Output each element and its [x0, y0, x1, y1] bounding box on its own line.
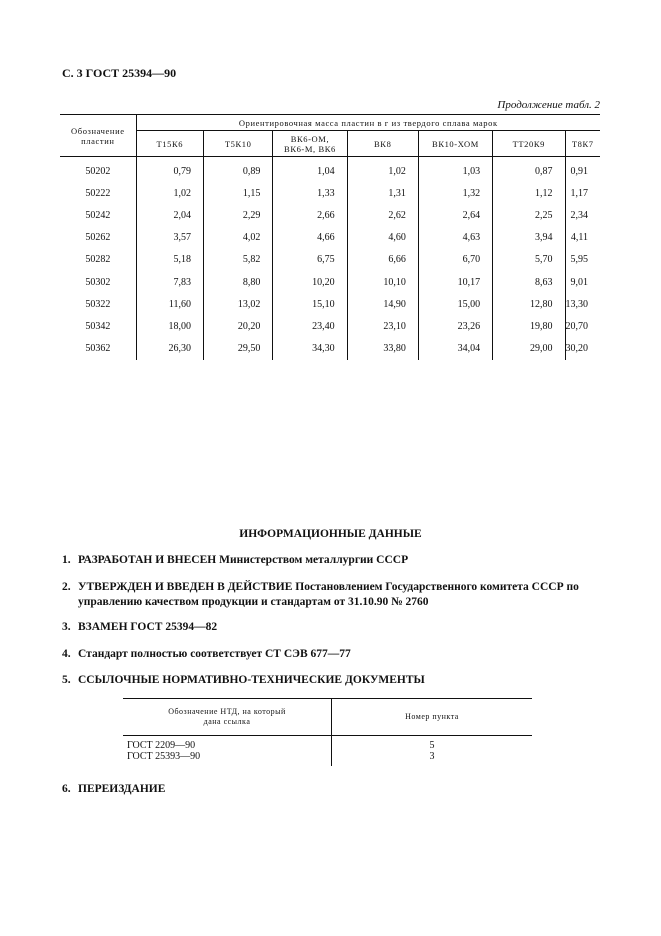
table-cell: 2,34 — [565, 204, 600, 226]
table-cell: 29,50 — [204, 338, 273, 360]
table-cell: 13,02 — [204, 293, 273, 315]
table-row — [123, 751, 532, 766]
col-header-vk8: ВК8 — [347, 131, 418, 157]
table-row — [60, 249, 600, 271]
refs-header-document — [123, 699, 332, 736]
col-header-vk6-line2: ВК6-М, ВК6 — [284, 143, 336, 154]
table-cell: 23,40 — [273, 315, 347, 337]
table-cell: 15,10 — [273, 293, 347, 315]
table-cell: 8,80 — [204, 271, 273, 293]
table-cell: 50302 — [85, 276, 111, 288]
table-cell: 1,17 — [565, 182, 600, 204]
table-cell: 14,90 — [347, 293, 418, 315]
table-continuation-label: Продолжение табл. 2 — [497, 99, 600, 111]
table-cell: 50262 — [85, 232, 111, 244]
table-cell: 2,25 — [493, 204, 565, 226]
refs-header-point: Номер пункта — [332, 699, 533, 736]
item-text: ВЗАМЕН ГОСТ 25394—82 — [78, 621, 218, 633]
table-cell: 33,80 — [347, 338, 418, 360]
table-cell: 11,60 — [136, 293, 203, 315]
table-cell: 1,15 — [204, 182, 273, 204]
table-cell: 0,79 — [136, 157, 203, 183]
table-cell: 50362 — [85, 343, 111, 355]
refs-point: 5 — [332, 740, 533, 751]
col-header-vk6-line1: ВК6-ОМ, — [290, 133, 330, 144]
table-cell: 5,70 — [493, 249, 565, 271]
table-cell: 2,62 — [347, 204, 418, 226]
table-cell: 1,03 — [418, 157, 492, 183]
table-cell: 50202 — [85, 165, 111, 177]
table-cell: 8,63 — [493, 271, 565, 293]
table-cell: 4,63 — [418, 227, 492, 249]
item-text-line2: управлению качеством продукции и стандартам от 31.10.90 № 2760 — [78, 596, 429, 608]
table-row — [60, 271, 600, 293]
table-cell: 23,10 — [347, 315, 418, 337]
table-cell: 50342 — [85, 320, 111, 332]
table-cell: 20,70 — [565, 315, 600, 337]
table-row — [60, 204, 600, 226]
item-text-line1: УТВЕРЖДЕН И ВВЕДЕН В ДЕЙСТВИЕ Постановлением Государственного комитета СССР по — [78, 581, 579, 593]
table-row — [60, 315, 600, 337]
col-header-t8k7: Т8К7 — [565, 131, 600, 157]
row-header — [60, 115, 136, 157]
col-header-t5k10: Т5К10 — [204, 131, 273, 157]
col-header-t15k6: Т15К6 — [136, 131, 203, 157]
table-cell: 19,80 — [493, 315, 565, 337]
col-header-vk6 — [273, 131, 347, 157]
table-cell: 2,04 — [136, 204, 203, 226]
table-cell: 2,66 — [273, 204, 347, 226]
table-cell: 6,66 — [347, 249, 418, 271]
info-section-title: ИНФОРМАЦИОННЫЕ ДАННЫЕ — [239, 528, 422, 540]
table-cell: 34,30 — [273, 338, 347, 360]
info-item-4 — [62, 647, 602, 662]
table-cell: 12,80 — [493, 293, 565, 315]
item-number: 2. — [62, 581, 71, 593]
table-cell: 30,20 — [565, 338, 600, 360]
refs-header-document-line1: Обозначение НТД, на который — [168, 707, 286, 716]
col-header-tt20k9: ТТ20К9 — [493, 131, 565, 157]
table-row — [60, 157, 600, 183]
item-text: ПЕРЕИЗДАНИЕ — [78, 783, 166, 795]
refs-header-document-line2: дана ссылка — [203, 717, 251, 726]
table-row — [60, 338, 600, 360]
row-header-line2: пластин — [81, 135, 115, 146]
table-cell: 6,75 — [273, 249, 347, 271]
table-cell: 5,82 — [204, 249, 273, 271]
table-cell: 50242 — [85, 209, 111, 221]
table-cell: 10,20 — [273, 271, 347, 293]
item-number: 3. — [62, 621, 71, 633]
item-number: 1. — [62, 554, 71, 566]
table-cell: 0,87 — [493, 157, 565, 183]
table-cell: 13,30 — [565, 293, 600, 315]
table-cell: 50222 — [85, 187, 111, 199]
table-cell: 15,00 — [418, 293, 492, 315]
info-item-3 — [62, 620, 602, 635]
table-cell: 1,32 — [418, 182, 492, 204]
table-cell: 4,02 — [204, 227, 273, 249]
table-cell: 50282 — [85, 254, 111, 266]
item-text: Стандарт полностью соответствует СТ СЭВ 677—77 — [78, 648, 351, 660]
refs-doc: ГОСТ 2209—90 — [127, 740, 196, 751]
table-cell: 7,83 — [136, 271, 203, 293]
table-cell: 0,89 — [204, 157, 273, 183]
info-item-2 — [62, 580, 602, 610]
refs-doc: ГОСТ 25393—90 — [127, 751, 201, 762]
table-row — [60, 182, 600, 204]
row-header-line1: Обозначение — [71, 125, 125, 136]
info-item-6 — [62, 782, 602, 797]
info-item-1 — [62, 553, 602, 568]
table-cell: 18,00 — [136, 315, 203, 337]
table-cell: 5,18 — [136, 249, 203, 271]
table-row — [123, 740, 532, 751]
item-text: ССЫЛОЧНЫЕ НОРМАТИВНО-ТЕХНИЧЕСКИЕ ДОКУМЕНТЫ — [78, 674, 425, 686]
table-cell: 50322 — [85, 298, 111, 310]
table-cell: 6,70 — [418, 249, 492, 271]
table-cell: 1,12 — [493, 182, 565, 204]
table-cell: 26,30 — [136, 338, 203, 360]
table-cell: 0,91 — [565, 157, 600, 183]
item-number: 4. — [62, 648, 71, 660]
table-cell: 4,60 — [347, 227, 418, 249]
page-header: С. 3 ГОСТ 25394—90 — [62, 66, 177, 80]
info-item-5 — [62, 673, 602, 688]
mass-table — [60, 114, 600, 360]
table-cell: 2,29 — [204, 204, 273, 226]
table-cell: 20,20 — [204, 315, 273, 337]
item-number: 6. — [62, 783, 71, 795]
table-cell: 34,04 — [418, 338, 492, 360]
table-cell: 1,31 — [347, 182, 418, 204]
table-cell: 29,00 — [493, 338, 565, 360]
table-row — [60, 227, 600, 249]
table-cell: 1,02 — [136, 182, 203, 204]
table-cell: 1,04 — [273, 157, 347, 183]
group-header: Ориентировочная масса пластин в г из твердого сплава марок — [136, 115, 600, 131]
item-number: 5. — [62, 674, 71, 686]
table-cell: 2,64 — [418, 204, 492, 226]
table-cell: 23,26 — [418, 315, 492, 337]
table-cell: 3,57 — [136, 227, 203, 249]
refs-point: 3 — [332, 751, 533, 766]
table-cell: 5,95 — [565, 249, 600, 271]
item-text: РАЗРАБОТАН И ВНЕСЕН Министерством металлургии СССР — [78, 554, 409, 566]
table-cell: 9,01 — [565, 271, 600, 293]
table-cell: 4,66 — [273, 227, 347, 249]
references-table — [123, 698, 532, 766]
table-cell: 10,10 — [347, 271, 418, 293]
table-cell: 1,33 — [273, 182, 347, 204]
col-header-vk10-hom: ВК10-ХОМ — [418, 131, 492, 157]
table-cell: 4,11 — [565, 227, 600, 249]
table-row — [60, 293, 600, 315]
table-cell: 10,17 — [418, 271, 492, 293]
table-cell: 1,02 — [347, 157, 418, 183]
table-cell: 3,94 — [493, 227, 565, 249]
